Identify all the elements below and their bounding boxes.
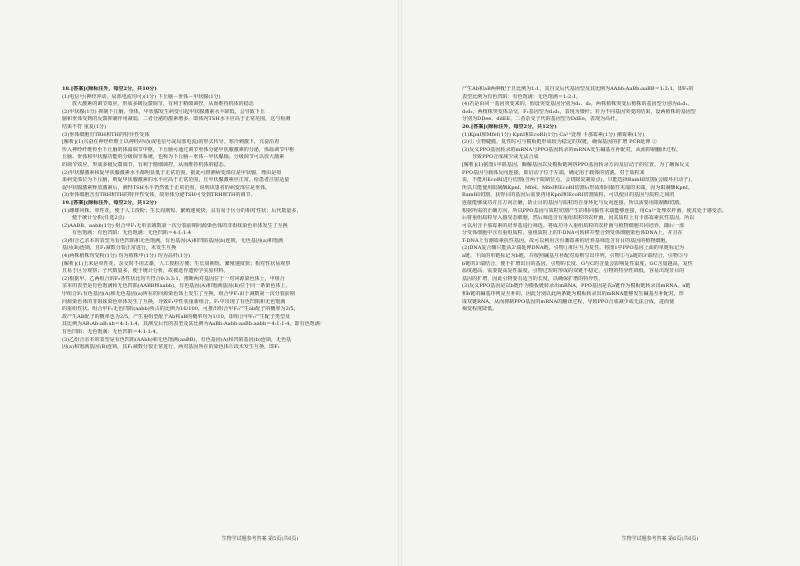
text-line: (2)DNA复合酶只能从3'端延伸DNA链，引物①和④互为复性。将图1中PPO基因上面的单链标记为 <box>462 245 685 252</box>
text-line: 产生Ab和aB两种配子且比例为1:1，其自交后代基因型及其比例为AAbb:AaBb:aaBB＝1:2:1，即F₂的 <box>462 86 694 92</box>
text-line: 有色饱满：有色凹陷：无色饱满：无色凹陷＝4:1:1:4 <box>72 230 192 237</box>
text-line: (2)① 引物睫脆，复性时可与模板链形成较为稳定的双链，确保基因的扩增 PCR延伸 ② <box>462 139 657 146</box>
text-line: 19.[答案](除标注外，每空2分，共12分) <box>62 199 157 206</box>
text-line: 所以只能使用限制酶KpnⅠ、MfeⅠ。MfeⅠ和EcoRⅠ切割后形成相同黏性末端的末端，因为限制酶KpnⅠ、 <box>462 184 693 191</box>
text-line: 根据所需的正确方向，所以PPO基因与质粒切割产生的相同黏性末端能够连接，用Ca²⁺处理农杆菌，使其处于感受态， <box>462 207 728 214</box>
text-line: (1)电信号(神经冲动、局部电流均可)(1分) 下丘脑－垂体－甲状腺(1分) <box>62 93 221 100</box>
text-line: 表型比例为有色凹陷：有色饱满：无色饱满＝1:2:1。 <box>462 93 582 100</box>
text-line: 基因的扩增，因此引物要有适当的长度，以确保扩增的特异性。 <box>462 275 604 282</box>
text-line: (3)组合乙亲本的表型为有色凹陷和无色饱满，有色基因(A)和凹陷基因(b)连锁，无色基因(a)和饱满 <box>62 237 284 244</box>
text-line: PPO基因与载体反向连接，即启动子位于左端，确定用于载体的切割。对于质粒来 <box>462 169 645 176</box>
text-line: 传入神经纤维传至下丘脑的体温调节中枢，下丘脑可通过调节垂体分泌甲状腺激素的分泌，体温调节中枢 <box>62 146 295 153</box>
text-line: (2)AABB、aabb(1分) 组合甲F₁无单亲减数第一次分裂前期同源染色体的非姐妹染色单体发生了互换 <box>62 222 288 229</box>
text-line: 故产生AB配子的概率也为2/5，产生重组型配子Ab和aB的概率均为1/10，即组合甲F₁产生配子类型及 <box>62 313 291 320</box>
page-spine <box>398 0 402 566</box>
text-line: d₂d₂，两植株突变体杂交，F₁基因型为d₁d₂，表现为矮秆；若为不同基因突变的结果，设两植株的基因型 <box>462 108 696 115</box>
text-line: 脑和垂体受到的反馈抑制作用减弱，二者分泌的激素增多，即体内TSH水平应高于正常范围，这与检测 <box>62 116 291 123</box>
text-line: 结果不符 重复(1分) <box>62 123 107 130</box>
text-line: a链，下面的单链标记为b链，并按照碱基互补配对原则写出序列，引物②与a链的3'端结合，引物③与 <box>462 253 689 260</box>
text-line: (1)KpnⅠ和MfeⅠ(1分) KpnⅠ和EcoRⅠ(1分) Ca²⁺处理 卡那霉素(1分) 潮霉素(1分) <box>462 131 645 138</box>
text-line: 便于统计分析(任选2点) <box>72 215 125 222</box>
text-line: (3)乙组合亲本的表型是有色凹陷(AAbb)和无色饱满(aaBB)，有色基因(A)和凹陷基因(b)连锁，无色基 <box>62 336 292 343</box>
right-page-footer: 生物学试题参考答案 第6页(共6页) <box>621 536 699 542</box>
text-line: T-DNA上有潮霉素抗性基因，故可以利用含有潮霉素的培养基筛选含有目的基因的植物细胞。 <box>462 237 671 244</box>
text-line: 成双链RNA，从而抑制PPO基因的mRNA的翻译过程，导致PPO合成减少或无法合成，进而使 <box>462 298 675 305</box>
text-line: b链的3'端结合，便于扩增出目的基因，引物的长度、G与C的含量会影响复性温度，GC含量越高，复性 <box>462 260 693 267</box>
text-line: 可以用含卡那霉素的培养基进行筛选。将成功导入重组质粒的农杆菌与植物细胞共同培养，随后一部 <box>462 222 685 229</box>
text-line: (2)甲状腺(1分) 抑制下丘脑，垂体，甲状腺发生病变引起甲状腺激素水平降低，会导致下丘 <box>62 108 265 115</box>
text-line: 分受体细胞中含有重组质粒，重组质粒上的T-DNA可转移并整合到受体细胞染色体DNA上，并且在 <box>462 230 683 237</box>
text-line: (4)两株植株均受粉(1分) 均为植株甲(1分) 均为高杆(1分) <box>62 253 191 260</box>
text-line: 18.[答案](除标注外，每空2分，共10分) <box>62 86 157 92</box>
text-line: 连接能够成功并且方向正确，防止目的基因与质粒的自身环化与反向连接，所以需要用限制酶切割。 <box>462 199 685 206</box>
text-line: 同源染色体的非姐妹染色单体发生了互换，导致F₁中性状重新组合。F₁中出现了有色凹陷和无色饱满 <box>62 298 286 305</box>
text-line: 说，不能用EcoRⅠ进行切割(含两个限制位点，会切除复制原点)，只能选择BamHⅠ切割(会破坏启动子)， <box>462 177 696 184</box>
text-line: 的调节效应，形成多级反馈调节，有利于精细调控，从而维持机体的稳态。 <box>62 161 229 168</box>
text-line: [解析](1)兴奋在神经纤维上以神经冲动(或电信号或局部电流)的形式传导。寒冷刺激下，兴奋沿着 <box>62 139 280 146</box>
text-line: 其比例为AB:Ab:aB:ab＝4:1:1:4，其测交后代的表型及其比例为AaBb:Aabb:aaBb:aabb＝4:1:1:4，即有色饱满： <box>62 321 325 328</box>
text-line: 分别为DDee、ddEE，二者杂交子代的基因型为DdEe，表现为高秆。 <box>462 116 621 123</box>
text-line: 20.[答案](除标注外，每空2分，共12分) <box>462 123 557 130</box>
text-line: 亲本的表型是有色饱满和无色凹陷(AABB和aabb)，有色基因(A)和饱满基因(B)位于同一条染色体上， <box>62 283 291 290</box>
text-line: 促甲状腺激素释放激素后，测得TSH水平仍然低于正常范围，说明该患者的病变部位是垂体。 <box>62 184 271 191</box>
text-line: [解析](1)玉米是单性花，杂交时不用去雄，人工授粉方便；生长周期短、繁殖速度快；相对性状易观察 <box>62 260 291 267</box>
left-page-column <box>62 86 398 352</box>
text-line: 褐变程度降低。 <box>462 306 498 313</box>
text-line: 基因(B)连锁，且F₁减数分裂正常进行，未发生互换 <box>62 245 177 252</box>
text-line: (1)雌雄同株、单性花，便于人工授粉；生长周期短、繁殖速度快；具有易于区分的相对性状；后代数量多， <box>62 207 302 214</box>
text-line: 的重组性状。组合甲F₁无色凹陷(aabb)所占的比例为16/100，可推出组合甲F₁产生ab配子的概率为2/5， <box>62 306 299 313</box>
text-line: (3)垂体细胞有TRH和TH的特异性受体 <box>62 131 150 138</box>
text-line: (3)反义PPO基因是以b链作为模板链转录出mRNA，PPO基因是以a链作为模板链转录出mRNA，a链 <box>462 283 691 290</box>
text-line: 放大激素的调节效应，形成多级反馈调节，有利于精细调控，从而维持机体的稳态 <box>72 101 254 108</box>
text-line: 果病变部位为下丘脑，则促甲状腺激素的水平应高于正常范围，且甲状腺激素应正常。给患者注射适量 <box>62 177 290 184</box>
text-line: 有色凹陷：无色饱满：无色凹陷＝4:1:1:4。 <box>62 329 161 335</box>
text-line: 后将重组质粒导入感受态细胞，然后筛选含有重组质粒的农杆菌，因其质粒上有卡那霉素抗性基因，所以 <box>462 215 695 222</box>
text-line: (3)反义PPO基因转录的mRNA与PPO基因转录的mRNA发生碱基互补配对，从而抑制翻译过程， <box>462 146 682 153</box>
text-line: (2)甲状腺激素和促甲状腺激素水平都明显低于正常范围，据此可推测病变部位是甲状腺，理由是如 <box>62 169 282 176</box>
left-page-footer: 生物学试题参考答案 第5页(共6页) <box>221 536 299 542</box>
text-line: 甲组合F₁有色基因(A)和无色基因(a)所在的同源染色体上发生了互换，组合甲F₁由于减数第一次分裂前期 <box>62 291 295 298</box>
text-line: (2)根据甲、乙两组合的F₂各性状比均不符合9:3:3:1，推断两对基因位于一对同源染色体上，甲组合 <box>62 275 285 282</box>
text-line: 温度越高，需要提高复性温度，引物过短时形成的双链不稳定，引物的特异性降低，容易出现非目的 <box>462 268 685 275</box>
text-line: 因(a)和饱满基因(B)连锁，其F₁减数分裂正常进行，两对基因所在的染色体片段未发生互换，即F₁ <box>62 344 280 351</box>
text-line: [解析](1)据图1中限基因，酶解基因以及模板链网络PPO基因转录方向及启动子的位置，为了确保反义 <box>462 161 690 168</box>
text-line: 导致PPO合成减少或无法合成 <box>472 154 539 161</box>
text-line: 和b链的碱基序列是互补的，因此分别以此两条链为模板转录出的mRNA能够发生碱基互补配对，形 <box>462 291 684 298</box>
text-line: (4)若是由同一基因突变来的，假设突变基因分别为d₁、d₂，两株植株突变后植株的基因型分别为d₁d₁、 <box>462 101 693 108</box>
text-line: (3)垂体细胞含有TRH和TH的特异性受体，故垂体分泌TSH可受到TRH和TH的调节。 <box>62 192 256 199</box>
right-page-column <box>462 86 798 314</box>
text-line: 丘脑、垂体和甲状腺功能的分级调节系统，也称为下丘脑－垂体－甲状腺轴。分级调节可以放大激素 <box>62 154 285 161</box>
text-line: BamHⅠ切割，获得目的基因后需要再用KpnⅠ和EcoRⅠ切割质粒，可以使目的基因与质粒之间的 <box>462 192 675 199</box>
text-line: 且易于区分观察；子代数量多，便于统计分析，故被选作遗传学实验材料。 <box>62 268 229 275</box>
